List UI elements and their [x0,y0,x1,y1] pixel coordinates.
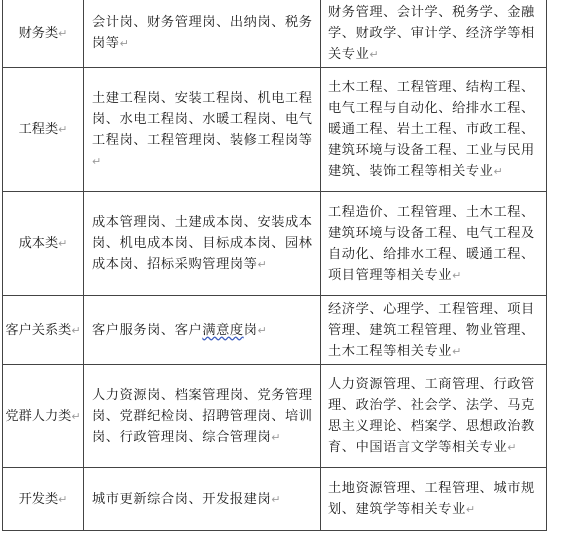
positions-cell [84,468,321,531]
majors-cell [321,365,547,468]
paragraph-mark: ↵ [58,26,68,40]
majors-cell [321,192,547,296]
positions-text: 成本管理岗、土建成本岗、安装成本岗、机电成本岗、目标成本岗、园林成本岗、招标采购管理岗等 [92,215,313,272]
majors-cell [321,296,547,365]
category-cell [3,68,84,192]
category-cell [3,0,84,68]
table-row [3,68,547,192]
positions-cell [84,0,321,68]
category-label: 工程类 [18,122,59,137]
paragraph-mark: ↵ [257,323,267,337]
paragraph-mark: ↵ [271,430,281,444]
paragraph-mark: ↵ [507,441,517,454]
paragraph-mark: ↵ [92,154,102,168]
category-cell [3,468,84,531]
category-label: 财务类 [18,25,59,41]
positions-cell [84,68,321,192]
positions-cell [84,296,321,365]
majors-text: 土地资源管理、工程管理、城市规划、建筑学等相关专业 [328,481,535,517]
paragraph-mark: ↵ [493,165,503,178]
paragraph-mark: ↵ [58,492,68,506]
job-category-table [2,0,547,531]
majors-text: 工程造价、工程管理、土木工程、建筑环境与设备工程、电气工程及自动化、给排水工程、暖通工程、项目管理等相关专业 [328,204,535,283]
positions-cell [84,192,321,296]
majors-text: 人力资源管理、工商管理、行政管理、政治学、社会学、法学、马克思主义理论、档案学、思想政治教育、中国语言文学等相关专业 [328,377,535,455]
positions-text: 土建工程岗、安装工程岗、机电工程岗、水电工程岗、水暖工程岗、电气工程岗、工程管理岗、装修工程岗等 [92,90,313,148]
category-label: 客户关系类 [5,322,72,338]
paragraph-mark: ↵ [71,323,81,337]
paragraph-mark: ↵ [271,492,281,506]
paragraph-mark: ↵ [257,258,267,271]
majors-text: 财务管理、会计学、税务学、金融学、财政学、审计学、经济学等相关专业 [328,4,535,62]
positions-cell [84,365,321,468]
paragraph-mark: ↵ [119,37,129,50]
table-row [3,365,547,468]
positions-text-end: 岗 [243,322,258,338]
paragraph-mark: ↵ [58,237,68,250]
paragraph-mark: ↵ [369,47,379,61]
paragraph-mark: ↵ [71,409,81,423]
majors-text: 土木工程、工程管理、结构工程、电气工程与自动化、给排水工程、暖通工程、岩土工程、市政工程、建筑环境与设备工程、工业与民用建筑、装饰工程等相关专业 [328,80,535,179]
positions-text-start: 客户服务岗、客户 [92,322,203,338]
category-label: 开发类 [18,491,59,507]
category-cell [3,365,84,468]
paragraph-mark: ↵ [58,123,68,136]
category-cell [3,192,84,296]
paragraph-mark: ↵ [465,503,476,516]
paragraph-mark: ↵ [452,268,462,282]
positions-text: 会计岗、财务管理岗、出纳岗、税务岗等 [92,15,313,51]
positions-text: 人力资源岗、档案管理岗、党务管理岗、党群纪检岗、招聘管理岗、培训岗、行政管理岗、综合管理岗 [92,387,313,445]
majors-text: 经济学、心理学、工程管理、项目管理、建筑工程管理、物业管理、土木工程等相关专业 [328,301,535,359]
spellcheck-underlined-text: 满意度 [202,322,244,338]
majors-cell [321,0,547,68]
table-row [3,296,547,365]
table-row [3,192,547,296]
table-row [3,468,547,531]
majors-cell [321,468,547,531]
paragraph-mark: ↵ [452,344,462,358]
majors-cell [321,68,547,192]
positions-text: 城市更新综合岗、开发报建岗 [92,491,272,507]
table-row [3,0,547,68]
category-label: 成本类 [18,236,59,251]
category-label: 党群人力类 [5,408,72,424]
category-cell [3,296,84,365]
